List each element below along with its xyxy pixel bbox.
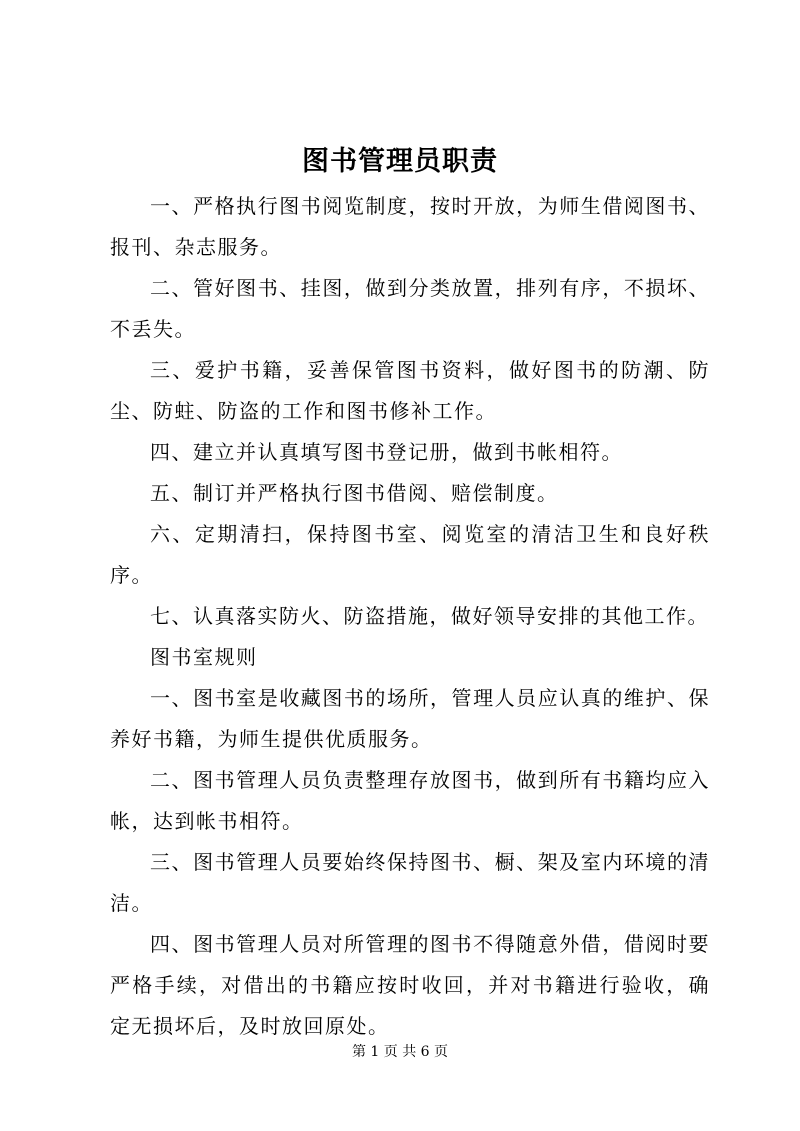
paragraph-duty-7: 七、认真落实防火、防盗措施，做好领导安排的其他工作。 — [150, 604, 709, 628]
paragraph-rule-2: 二、图书管理人员负责整理存放图书，做到所有书籍均应入帐，达到帐书相符。 — [110, 768, 710, 833]
paragraph-duty-3: 三、爱护书籍，妥善保管图书资料，做好图书的防潮、防尘、防蛀、防盗的工作和图书修补工作。 — [110, 358, 710, 423]
paragraph-rule-3: 三、图书管理人员要始终保持图书、橱、架及室内环境的清洁。 — [110, 850, 710, 915]
paragraph-duty-4: 四、建立并认真填写图书登记册，做到书帐相符。 — [150, 440, 623, 464]
section-heading-rules: 图书室规则 — [150, 645, 258, 669]
paragraph-rule-1: 一、图书室是收藏图书的场所，管理人员应认真的维护、保养好书籍，为师生提供优质服务。 — [110, 686, 710, 751]
paragraph-duty-2: 二、管好图书、挂图，做到分类放置，排列有序，不损坏、不丢失。 — [110, 276, 710, 341]
paragraph-duty-6: 六、定期清扫，保持图书室、阅览室的清洁卫生和良好秩序。 — [110, 522, 710, 587]
paragraph-rule-4: 四、图书管理人员对所管理的图书不得随意外借，借阅时要严格手续，对借出的书籍应按时收回，并对书籍进行验收，确定无损坏后，及时放回原处。 — [110, 932, 710, 1038]
page-number-footer: 第 1 页 共 6 页 — [351, 1044, 449, 1060]
paragraph-duty-5: 五、制订并严格执行图书借阅、赔偿制度。 — [150, 481, 559, 505]
document-title: 图书管理员职责 — [302, 146, 498, 177]
document-body — [110, 186, 710, 1047]
paragraph-duty-1: 一、严格执行图书阅览制度，按时开放，为师生借阅图书、报刊、杂志服务。 — [110, 194, 710, 259]
